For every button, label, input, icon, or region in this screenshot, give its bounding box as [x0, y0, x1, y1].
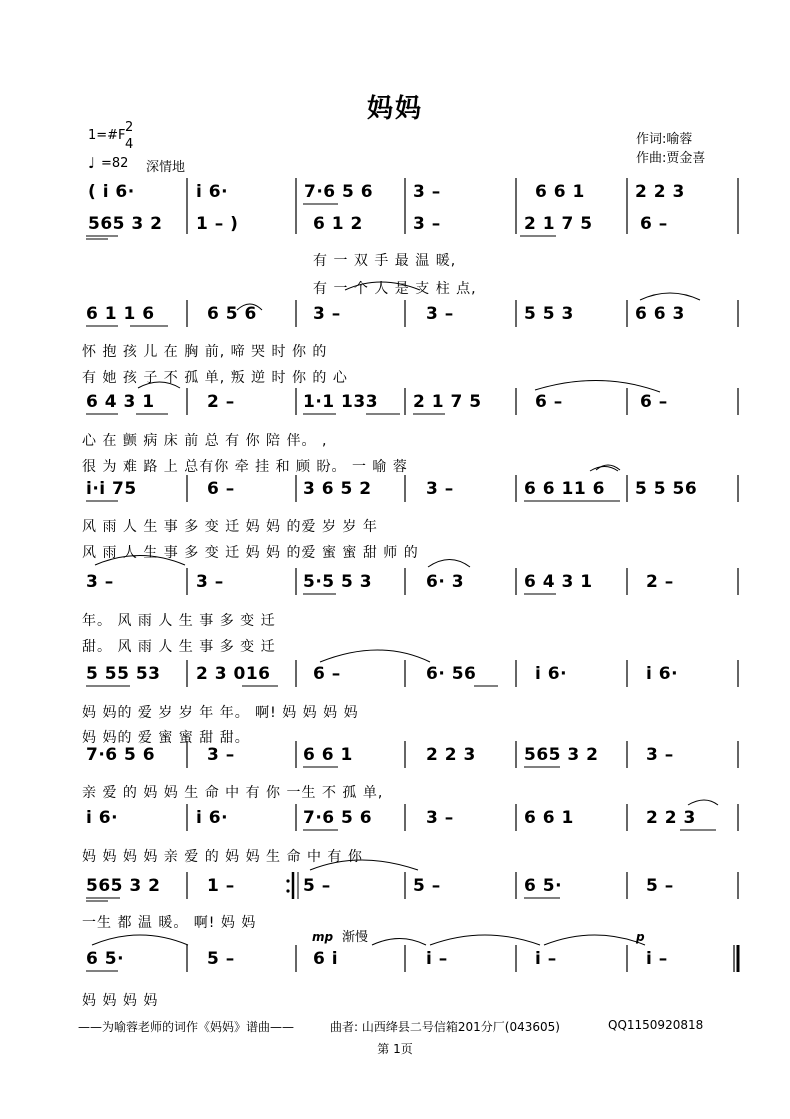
- lyric-line: 有 一 个 人 是 支 柱 点,: [313, 281, 477, 297]
- measure: 6 5·: [86, 949, 125, 969]
- measure: 6 –: [640, 392, 668, 412]
- measure: i –: [426, 949, 448, 969]
- lyric-line: 有 她 孩 子 不 孤 单, 叛 逆 时 你 的 心: [82, 370, 348, 386]
- measure: 6 –: [640, 214, 668, 234]
- measure: 2 –: [207, 392, 235, 412]
- measure: 3 –: [207, 745, 235, 765]
- bar-lines: [187, 178, 738, 972]
- lyric-line: 妈 妈的 爱 岁 岁 年 年。 啊! 妈 妈 妈 妈: [82, 705, 359, 721]
- page-number: 第 1页: [377, 1042, 413, 1056]
- measure: 6 6 1: [303, 745, 353, 765]
- measure: 6 4 3 1: [86, 392, 155, 412]
- lyric-line: 很 为 难 路 上 总有你 牵 挂 和 顾 盼。 一 喻 蓉: [82, 459, 408, 475]
- measure: 5 5 56: [635, 479, 698, 499]
- measure: 6 6 11 6: [524, 479, 605, 499]
- measure: 6 6 3: [635, 304, 685, 324]
- measure: 5 –: [413, 876, 441, 896]
- measure: 6· 3: [426, 572, 465, 592]
- lyric-line: 有 一 双 手 最 温 暖,: [313, 253, 457, 269]
- measure: 6 5·: [524, 876, 563, 896]
- measure: ( i 6·: [88, 182, 135, 202]
- measure: 5 –: [207, 949, 235, 969]
- measure: 6 –: [207, 479, 235, 499]
- measure: 3 –: [413, 182, 441, 202]
- beams: [86, 204, 716, 971]
- measure: 2 2 3: [646, 808, 696, 828]
- measure: 6 –: [535, 392, 563, 412]
- measure: i 6·: [196, 808, 229, 828]
- measure: 1 –: [207, 876, 235, 896]
- measure: 2 1 7 5: [524, 214, 593, 234]
- dedication-text: ——为喻蓉老师的词作《妈妈》谱曲——: [78, 1020, 295, 1034]
- contact-number: QQ1150920818: [608, 1018, 704, 1032]
- lyric-line: 妈 妈 妈 妈: [82, 993, 159, 1009]
- measure: 5·5 5 3: [303, 572, 373, 592]
- measure: 3 6 5 2: [303, 479, 372, 499]
- lyric-line: 妈 妈的 爱 蜜 蜜 甜 甜。: [82, 730, 250, 746]
- measure: i 6·: [646, 664, 679, 684]
- lyric-line: 年。 风 雨 人 生 事 多 变 迁: [82, 613, 276, 629]
- measure: i·i 75: [86, 479, 137, 499]
- measure: 6 6 1: [524, 808, 574, 828]
- measure: 6 –: [313, 664, 341, 684]
- measure: 3 –: [413, 214, 441, 234]
- tempo-change-marking: 渐慢: [342, 930, 369, 945]
- lyric-line: 亲 爱 的 妈 妈 生 命 中 有 你 一生 不 孤 单,: [82, 785, 384, 801]
- lyricist-credit: 作词:喻蓉: [636, 132, 693, 147]
- measure: i 6·: [196, 182, 229, 202]
- measure: 3 –: [426, 808, 454, 828]
- measure: 5 55 53: [86, 664, 161, 684]
- tempo-marking: =82: [101, 156, 129, 171]
- measure: 7·6 5 6: [304, 182, 374, 202]
- measure: 3 –: [426, 479, 454, 499]
- lyric-line: 风 雨 人 生 事 多 变 迁 妈 妈 的爱 蜜 蜜 甜 师 的: [82, 545, 419, 561]
- lyric-line: 妈 妈 妈 妈 亲 爱 的 妈 妈 生 命 中 有 你: [82, 849, 363, 865]
- measure: i –: [646, 949, 668, 969]
- measure: 565 3 2: [524, 745, 599, 765]
- composer-credit: 作曲:贾金喜: [636, 151, 706, 166]
- composer-address: 曲者: 山西绛县二号信箱201分厂(043605): [330, 1020, 560, 1034]
- measure: 2 2 3: [635, 182, 685, 202]
- measure: 6 1 2: [313, 214, 363, 234]
- lyric-line: 怀 抱 孩 儿 在 胸 前, 啼 哭 时 你 的: [82, 344, 328, 360]
- lyric-line: 风 雨 人 生 事 多 变 迁 妈 妈 的爱 岁 岁 年: [82, 519, 378, 535]
- measure: 6· 56: [426, 664, 477, 684]
- measure: 1 – ): [196, 214, 239, 234]
- measure: 2 3 016: [196, 664, 271, 684]
- quarter-note-icon: ♩: [88, 154, 96, 172]
- measure: 6 i: [313, 949, 339, 969]
- measure: 6 1 1 6: [86, 304, 155, 324]
- measure: 2 1 7 5: [413, 392, 482, 412]
- measure: 6 5 6: [207, 304, 257, 324]
- measure: 2 2 3: [426, 745, 476, 765]
- repeat-sign: [286, 872, 298, 899]
- time-signature-top: 2: [125, 120, 134, 135]
- lyric-line: 一生 都 温 暖。 啊! 妈 妈: [82, 915, 257, 931]
- measure: 6 6 1: [535, 182, 585, 202]
- measure: 6 4 3 1: [524, 572, 593, 592]
- time-signature-bottom: 4: [125, 137, 134, 152]
- expression-marking: 深情地: [146, 160, 186, 175]
- measure: 5 –: [646, 876, 674, 896]
- measure: 1·1 133: [303, 392, 379, 412]
- dynamic-marking: p: [636, 930, 645, 944]
- measure: 3 –: [646, 745, 674, 765]
- key-signature: 1=#F: [88, 128, 126, 143]
- measure: 2 –: [646, 572, 674, 592]
- dynamic-marking: mp: [312, 930, 334, 944]
- measure: i –: [535, 949, 557, 969]
- measure: 3 –: [196, 572, 224, 592]
- lyric-line: 甜。 风 雨 人 生 事 多 变 迁: [82, 639, 276, 655]
- lyric-line: 心 在 颤 病 床 前 总 有 你 陪 伴。 ,: [82, 433, 328, 449]
- slurs: [92, 282, 718, 945]
- measure: 3 –: [86, 572, 114, 592]
- measure: 7·6 5 6: [303, 808, 373, 828]
- page-title: 妈妈: [366, 94, 423, 124]
- measure: 565 3 2: [88, 214, 163, 234]
- measure: 5 5 3: [524, 304, 574, 324]
- measure: 565 3 2: [86, 876, 161, 896]
- measure: 7·6 5 6: [86, 745, 156, 765]
- measure: 3 –: [313, 304, 341, 324]
- measure: 3 –: [426, 304, 454, 324]
- measure: i 6·: [535, 664, 568, 684]
- measure: 5 –: [303, 876, 331, 896]
- measure: i 6·: [86, 808, 119, 828]
